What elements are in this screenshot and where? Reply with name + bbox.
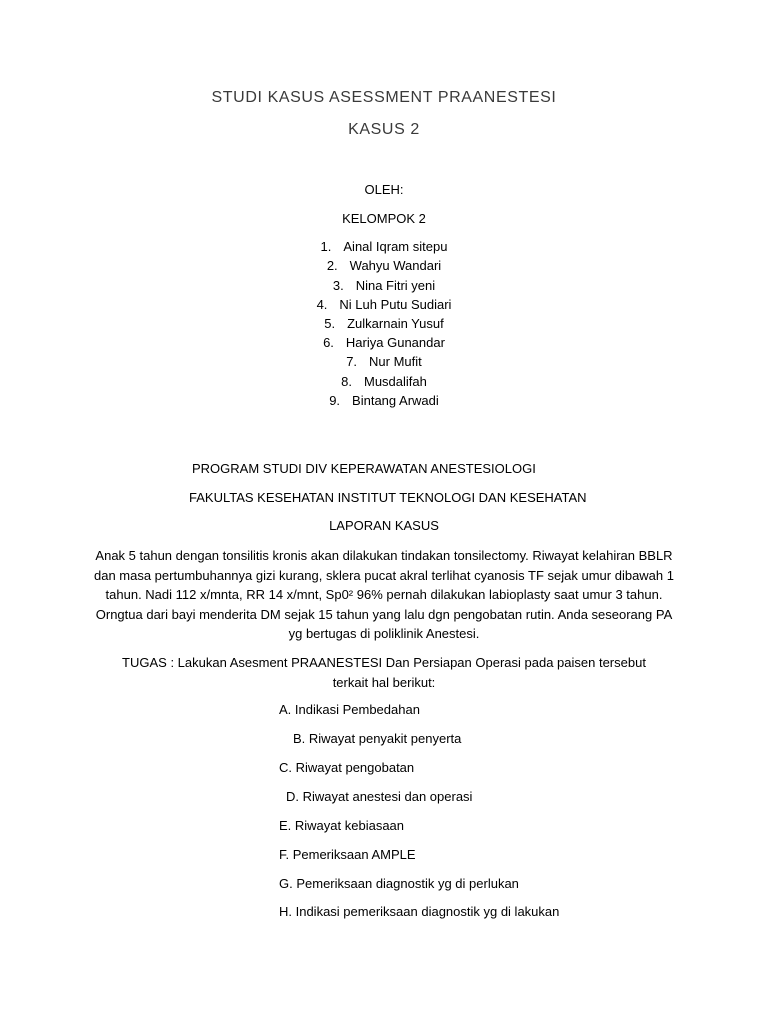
member-name: Bintang Arwadi: [352, 393, 439, 408]
case-description: Anak 5 tahun dengan tonsilitis kronis akan dilakukan tindakan tonsilectomy. Riwayat kelahiran BBLR dan masa pertumbuhannya gizi kurang, sklera pucat akral terlihat cyanosis TF sejak umur dibawah 1 tahun. Nadi 112 x/mnta, RR 14 x/mnt, Sp0² 96% pernah dilakukan labioplasty saat umur 3 tahun. Orngtua dari bayi menderita DM sejak 15 tahun yang lalu dgn pengobatan rutin. Anda seseorang PA yg bertugas di poliklinik Anestesi.: [93, 548, 674, 641]
list-item: [0, 278, 768, 293]
member-name: Hariya Gunandar: [345, 335, 445, 350]
list-item: [0, 374, 768, 389]
by-label: OLEH:: [364, 182, 404, 197]
list-number: 6.: [323, 335, 334, 350]
group-name: KELOMPOK 2: [342, 211, 426, 226]
document-title: STUDI KASUS ASESSMENT PRAANESTESI: [211, 89, 557, 106]
list-number: 2.: [326, 258, 338, 273]
list-item: B. Riwayat penyakit penyerta: [293, 731, 462, 746]
member-name: Nur Mufit: [369, 354, 422, 369]
member-name: Nina Fitri yeni: [355, 278, 436, 293]
list-item: [0, 258, 768, 273]
member-name: Zulkarnain Yusuf: [347, 316, 444, 331]
list-item: G. Pemeriksaan diagnostik yg di perlukan: [279, 876, 519, 891]
list-number: 4.: [316, 297, 328, 312]
list-number: 9.: [329, 393, 341, 408]
list-number: 3.: [332, 278, 344, 293]
list-item: [0, 393, 768, 408]
list-item: [0, 335, 768, 350]
list-item: E. Riwayat kebiasaan: [279, 818, 405, 833]
list-number: 7.: [346, 354, 358, 369]
member-name: Wahyu Wandari: [349, 258, 442, 273]
list-item: [0, 354, 768, 369]
list-item: H. Indikasi pemeriksaan diagnostik yg di lakukan: [279, 904, 560, 919]
member-name: Ainal Iqram sitepu: [343, 239, 448, 254]
list-number: 1.: [320, 239, 332, 254]
list-number: 5.: [324, 316, 336, 331]
list-item: F. Pemeriksaan AMPLE: [279, 847, 416, 862]
faculty-name: FAKULTAS KESEHATAN INSTITUT TEKNOLOGI DAN KESEHATAN: [189, 490, 587, 505]
list-item: D. Riwayat anestesi dan operasi: [286, 789, 473, 804]
member-name: Musdalifah: [363, 374, 427, 389]
case-number: KASUS 2: [348, 121, 420, 138]
list-item: C. Riwayat pengobatan: [279, 760, 415, 775]
list-item: A. Indikasi Pembedahan: [279, 702, 420, 717]
list-number: 8.: [341, 374, 352, 389]
list-item: [0, 239, 768, 254]
list-item: [0, 297, 768, 312]
report-title: LAPORAN KASUS: [329, 518, 439, 533]
task-instructions: TUGAS : Lakukan Asesment PRAANESTESI Dan Persiapan Operasi pada paisen tersebut terkait hal berikut:: [122, 655, 646, 690]
member-name: Ni Luh Putu Sudiari: [339, 297, 452, 312]
list-item: [0, 316, 768, 331]
program-name: PROGRAM STUDI DIV KEPERAWATAN ANESTESIOLOGI: [192, 461, 536, 476]
